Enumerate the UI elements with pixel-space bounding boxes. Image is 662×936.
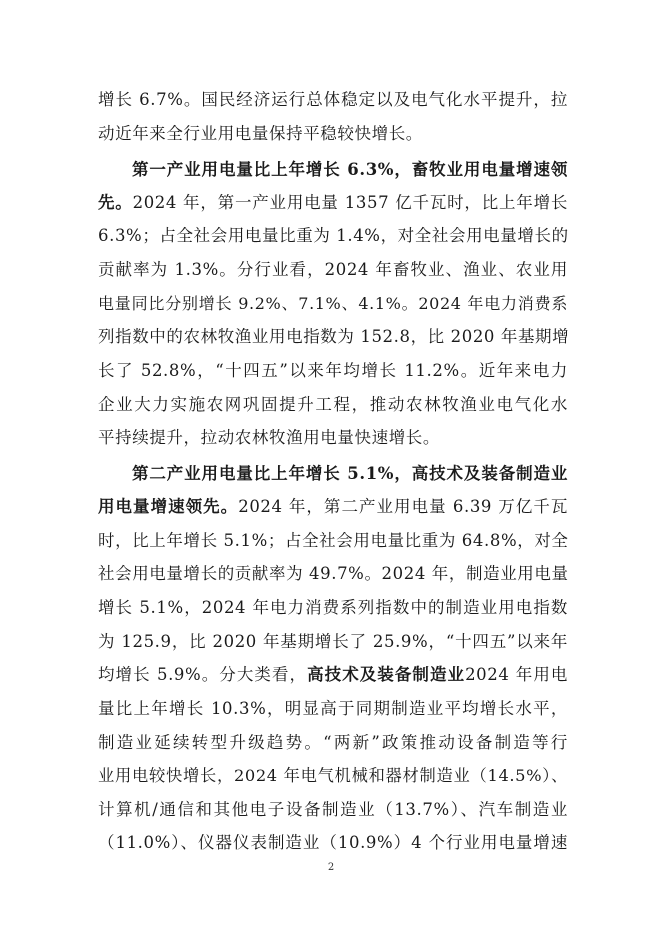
text-line: 列指数中的农林牧渔业用电指数为 152.8，比 2020 年基期增	[98, 327, 570, 346]
text-line: 贡献率为 1.3%。分行业看，2024 年畜牧业、渔业、农业用	[98, 260, 568, 279]
text-line: 增长 5.1%，2024 年电力消费系列指数中的制造业用电指数	[98, 598, 568, 617]
bold-term: 高技术及装备制造业	[307, 665, 466, 684]
text-line: 均增长 5.9%。分大类看，高技术及装备制造业2024 年用电	[98, 665, 568, 684]
text-line: 时，比上年增长 5.1%；占全社会用电量比重为 64.8%，对全	[98, 531, 569, 550]
bold-heading: 第一产业用电量比上年增长 6.3%，畜牧业用电量增速领	[132, 160, 568, 179]
text-line: 制造业延续转型升级趋势。“两新”政策推动设备制造等行	[98, 733, 568, 752]
text-line: 计算机/通信和其他电子设备制造业（13.7%）、汽车制造业	[98, 800, 568, 819]
text-line: 先。2024 年，第一产业用电量 1357 亿千瓦时，比上年增长	[98, 193, 569, 212]
text-line: 6.3%；占全社会用电量比重为 1.4%，对全社会用电量增长的	[98, 226, 569, 245]
bold-heading: 用电量增速领先。	[98, 497, 239, 516]
text-line: 用电量增速领先。2024 年，第二产业用电量 6.39 万亿千瓦	[98, 497, 568, 516]
text-line	[132, 160, 568, 180]
text-line: 长了 52.8%，“十四五”以来年均增长 11.2%。近年来电力	[98, 361, 568, 380]
text-line: 电量同比分别增长 9.2%、7.1%、4.1%。2024 年电力消费系	[98, 294, 568, 313]
text-line: 动近年来全行业用电量保持平稳较快增长。	[98, 124, 423, 143]
text-line: 量比上年增长 10.3%，明显高于同期制造业平均增长水平，	[98, 699, 568, 718]
text-line: 为 125.9，比 2020 年基期增长了 25.9%，“十四五”以来年	[98, 632, 568, 651]
text-line: 企业大力实施农网巩固提升工程，推动农林牧渔业电气化水	[98, 395, 568, 414]
text-line: 平持续提升，拉动农林牧渔用电量快速增长。	[98, 428, 440, 447]
bold-heading: 第二产业用电量比上年增长 5.1%，高技术及装备制造业	[132, 464, 568, 483]
text-line: （11.0%）、仪器仪表制造业（10.9%）4 个行业用电量增速	[98, 833, 568, 852]
text-line: 社会用电量增长的贡献率为 49.7%。2024 年，制造业用电量	[98, 564, 569, 583]
text-line: 业用电较快增长，2024 年电气机械和器材制造业（14.5%）、	[98, 766, 568, 785]
text-line: 增长 6.7%。国民经济运行总体稳定以及电气化水平提升，拉	[98, 90, 568, 109]
text-line	[132, 464, 568, 484]
bold-heading: 先。	[98, 193, 133, 212]
page-number: 2	[327, 862, 335, 873]
